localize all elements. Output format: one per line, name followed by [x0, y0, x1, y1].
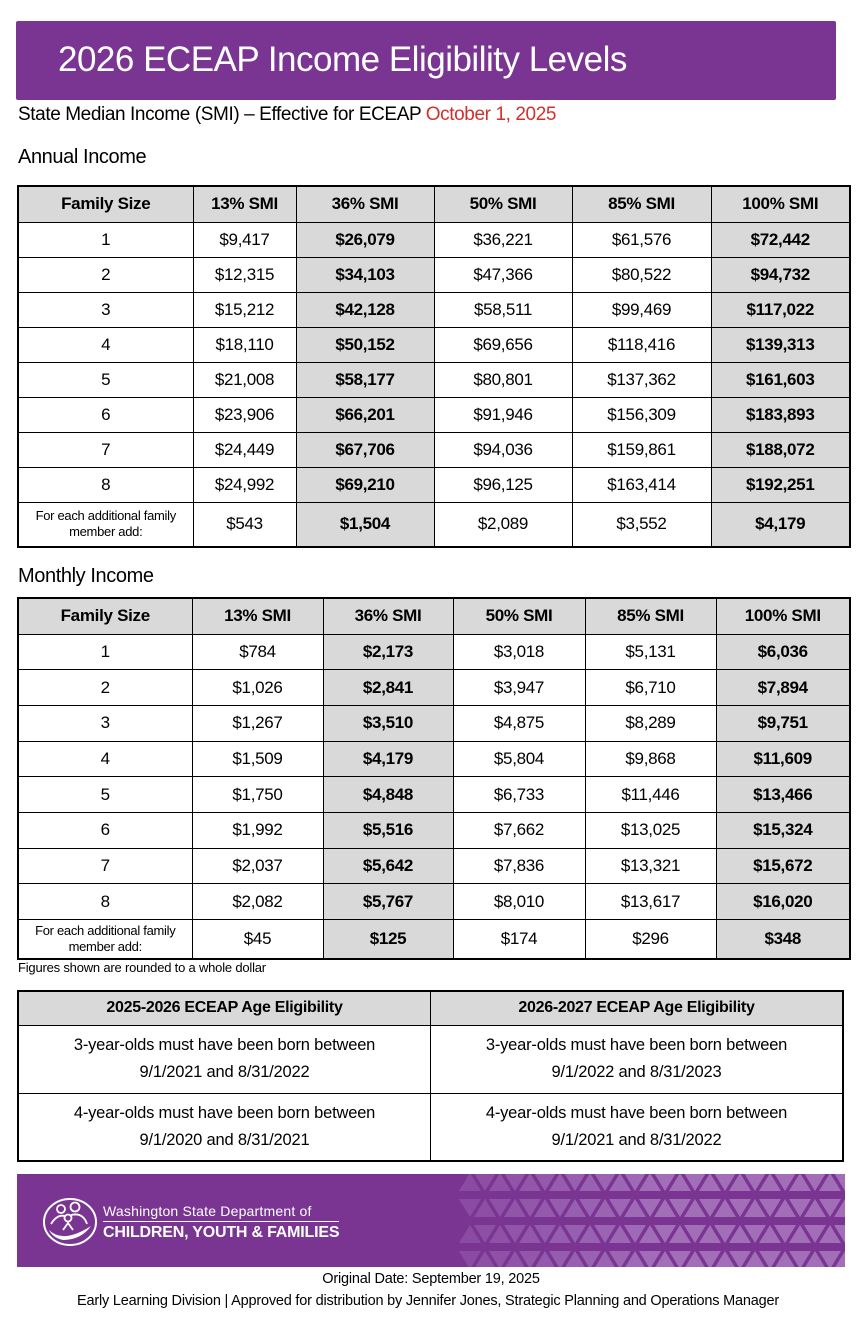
income-cell: $1,267	[192, 705, 323, 741]
income-cell: $137,362	[572, 362, 711, 397]
family-circle-icon	[41, 1196, 99, 1248]
income-cell: $34,103	[296, 257, 434, 292]
table-row	[18, 705, 850, 741]
income-cell: $2,089	[434, 502, 572, 547]
age-cell	[431, 1025, 844, 1093]
subtitle	[18, 104, 556, 126]
age-cell-line2: 9/1/2021 and 8/31/2022	[551, 1130, 722, 1149]
income-cell: $5,804	[453, 741, 585, 777]
table-row	[18, 1093, 843, 1161]
income-cell: $69,656	[434, 327, 572, 362]
family-size-cell: 7	[18, 848, 192, 884]
annual-income-table	[17, 185, 851, 548]
additional-member-label: For each additional family member add:	[18, 920, 192, 959]
income-cell: $163,414	[572, 467, 711, 502]
page-title: 2026 ECEAP Income Eligibility Levels	[58, 40, 627, 79]
table-row	[18, 884, 850, 920]
approval-line: Early Learning Division | Approved for distribution by Jennifer Jones, Strategic Planning and Operations Manager	[77, 1293, 779, 1309]
table-row	[18, 222, 850, 257]
table-row	[18, 777, 850, 813]
income-cell: $6,710	[585, 670, 716, 706]
family-size-cell: 5	[18, 362, 193, 397]
rounding-footnote: Figures shown are rounded to a whole dollar	[18, 960, 266, 975]
income-cell: $6,733	[453, 777, 585, 813]
income-cell: $161,603	[711, 362, 850, 397]
income-cell: $7,836	[453, 848, 585, 884]
income-cell: $139,313	[711, 327, 850, 362]
age-cell-line2: 9/1/2021 and 8/31/2022	[139, 1063, 310, 1081]
income-cell: $11,609	[716, 741, 850, 777]
income-cell: $9,868	[585, 741, 716, 777]
family-size-cell: 6	[18, 812, 192, 848]
income-cell: $99,469	[572, 292, 711, 327]
additional-member-row	[18, 920, 850, 959]
table-row	[18, 362, 850, 397]
table-row	[18, 257, 850, 292]
family-size-cell: 1	[18, 634, 192, 670]
triangle-pattern	[405, 1174, 845, 1267]
family-size-cell: 2	[18, 257, 193, 292]
family-size-cell: 6	[18, 397, 193, 432]
income-cell: $125	[323, 920, 453, 959]
income-cell: $13,025	[585, 812, 716, 848]
income-cell: $80,801	[434, 362, 572, 397]
income-cell: $11,446	[585, 777, 716, 813]
income-cell: $7,662	[453, 812, 585, 848]
family-size-cell: 3	[18, 705, 192, 741]
income-cell: $543	[193, 502, 296, 547]
family-size-cell: 1	[18, 222, 193, 257]
income-cell: $5,642	[323, 848, 453, 884]
income-cell: $183,893	[711, 397, 850, 432]
monthly-income-table	[17, 597, 851, 960]
income-cell: $3,947	[453, 670, 585, 706]
table-row	[18, 292, 850, 327]
column-header: 36% SMI	[323, 598, 453, 634]
column-header: Family Size	[18, 598, 192, 634]
logo-department-line: Washington State Department of	[103, 1203, 339, 1222]
income-cell: $45	[192, 920, 323, 959]
income-cell: $50,152	[296, 327, 434, 362]
column-header: 13% SMI	[193, 186, 296, 222]
family-size-cell: 4	[18, 741, 192, 777]
table-row	[18, 397, 850, 432]
table-row	[18, 432, 850, 467]
income-cell: $4,875	[453, 705, 585, 741]
income-cell: $15,324	[716, 812, 850, 848]
income-cell: $1,504	[296, 502, 434, 547]
income-cell: $3,552	[572, 502, 711, 547]
income-cell: $1,992	[192, 812, 323, 848]
column-header: 50% SMI	[434, 186, 572, 222]
table-row	[18, 848, 850, 884]
annual-income-label: Annual Income	[18, 146, 147, 168]
income-cell: $9,751	[716, 705, 850, 741]
income-cell: $1,750	[192, 777, 323, 813]
age-cell-line1: 4-year-olds must have been born between	[73, 1103, 376, 1122]
family-size-cell: 5	[18, 777, 192, 813]
table-row	[18, 467, 850, 502]
income-cell: $42,128	[296, 292, 434, 327]
table-row	[18, 741, 850, 777]
income-cell: $67,706	[296, 432, 434, 467]
income-cell: $117,022	[711, 292, 850, 327]
dcyf-logo	[41, 1196, 339, 1248]
income-cell: $91,946	[434, 397, 572, 432]
income-cell: $2,173	[323, 634, 453, 670]
income-cell: $4,848	[323, 777, 453, 813]
column-header: 36% SMI	[296, 186, 434, 222]
age-header-2026-2027: 2026-2027 ECEAP Age Eligibility	[431, 991, 844, 1025]
income-cell: $26,079	[296, 222, 434, 257]
income-cell: $23,906	[193, 397, 296, 432]
age-cell	[18, 1025, 431, 1093]
income-cell: $4,179	[711, 502, 850, 547]
subtitle-text: State Median Income (SMI) – Effective for ECEAP	[18, 104, 426, 125]
income-cell: $1,026	[192, 670, 323, 706]
age-eligibility-table	[17, 990, 844, 1162]
income-cell: $13,321	[585, 848, 716, 884]
age-cell-line1: 3-year-olds must have been born between	[485, 1036, 788, 1054]
family-size-cell: 3	[18, 292, 193, 327]
income-cell: $21,008	[193, 362, 296, 397]
age-cell-line2: 9/1/2020 and 8/31/2021	[139, 1130, 310, 1149]
table-header-row	[18, 598, 850, 634]
income-cell: $12,315	[193, 257, 296, 292]
title-banner	[16, 21, 836, 100]
income-cell: $174	[453, 920, 585, 959]
income-cell: $2,082	[192, 884, 323, 920]
income-cell: $8,010	[453, 884, 585, 920]
income-cell: $5,516	[323, 812, 453, 848]
income-cell: $188,072	[711, 432, 850, 467]
income-cell: $6,036	[716, 634, 850, 670]
table-header-row	[18, 991, 843, 1025]
family-size-cell: 4	[18, 327, 193, 362]
income-cell: $80,522	[572, 257, 711, 292]
income-cell: $18,110	[193, 327, 296, 362]
footer-banner	[17, 1174, 845, 1267]
income-cell: $2,841	[323, 670, 453, 706]
column-header: 100% SMI	[716, 598, 850, 634]
income-cell: $69,210	[296, 467, 434, 502]
income-cell: $24,992	[193, 467, 296, 502]
table-row	[18, 1025, 843, 1093]
income-cell: $5,131	[585, 634, 716, 670]
effective-date: October 1, 2025	[425, 104, 557, 125]
additional-member-row	[18, 502, 850, 547]
income-cell: $4,179	[323, 741, 453, 777]
table-header-row	[18, 186, 850, 222]
column-header: 100% SMI	[711, 186, 850, 222]
additional-member-label: For each additional family member add:	[18, 502, 193, 547]
column-header: 85% SMI	[585, 598, 716, 634]
income-cell: $156,309	[572, 397, 711, 432]
income-cell: $8,289	[585, 705, 716, 741]
income-cell: $159,861	[572, 432, 711, 467]
family-size-cell: 8	[18, 467, 193, 502]
income-cell: $72,442	[711, 222, 850, 257]
income-cell: $15,672	[716, 848, 850, 884]
table-row	[18, 812, 850, 848]
income-cell: $61,576	[572, 222, 711, 257]
income-cell: $3,018	[453, 634, 585, 670]
table-row	[18, 327, 850, 362]
income-cell: $36,221	[434, 222, 572, 257]
income-cell: $9,417	[193, 222, 296, 257]
income-cell: $1,509	[192, 741, 323, 777]
income-cell: $118,416	[572, 327, 711, 362]
income-cell: $66,201	[296, 397, 434, 432]
column-header: 13% SMI	[192, 598, 323, 634]
income-cell: $13,466	[716, 777, 850, 813]
original-date: Original Date: September 19, 2025	[322, 1271, 540, 1287]
income-cell: $5,767	[323, 884, 453, 920]
income-cell: $94,036	[434, 432, 572, 467]
column-header: Family Size	[18, 186, 193, 222]
family-size-cell: 2	[18, 670, 192, 706]
income-cell: $96,125	[434, 467, 572, 502]
income-cell: $7,894	[716, 670, 850, 706]
income-cell: $348	[716, 920, 850, 959]
age-header-2025-2026: 2025-2026 ECEAP Age Eligibility	[18, 991, 431, 1025]
column-header: 85% SMI	[572, 186, 711, 222]
income-cell: $2,037	[192, 848, 323, 884]
table-row	[18, 634, 850, 670]
income-cell: $58,177	[296, 362, 434, 397]
income-cell: $3,510	[323, 705, 453, 741]
income-cell: $15,212	[193, 292, 296, 327]
logo-agency-name: CHILDREN, YOUTH & FAMILIES	[103, 1223, 340, 1241]
age-cell	[18, 1093, 431, 1161]
age-cell-line1: 4-year-olds must have been born between	[485, 1103, 788, 1122]
income-cell: $296	[585, 920, 716, 959]
table-row	[18, 670, 850, 706]
income-cell: $94,732	[711, 257, 850, 292]
family-size-cell: 7	[18, 432, 193, 467]
age-cell-line1: 3-year-olds must have been born between	[73, 1036, 376, 1054]
age-cell-line2: 9/1/2022 and 8/31/2023	[551, 1063, 722, 1081]
column-header: 50% SMI	[453, 598, 585, 634]
income-cell: $13,617	[585, 884, 716, 920]
income-cell: $58,511	[434, 292, 572, 327]
family-size-cell: 8	[18, 884, 192, 920]
monthly-income-label: Monthly Income	[18, 565, 154, 587]
income-cell: $192,251	[711, 467, 850, 502]
age-cell	[431, 1093, 844, 1161]
income-cell: $47,366	[434, 257, 572, 292]
income-cell: $784	[192, 634, 323, 670]
income-cell: $16,020	[716, 884, 850, 920]
income-cell: $24,449	[193, 432, 296, 467]
